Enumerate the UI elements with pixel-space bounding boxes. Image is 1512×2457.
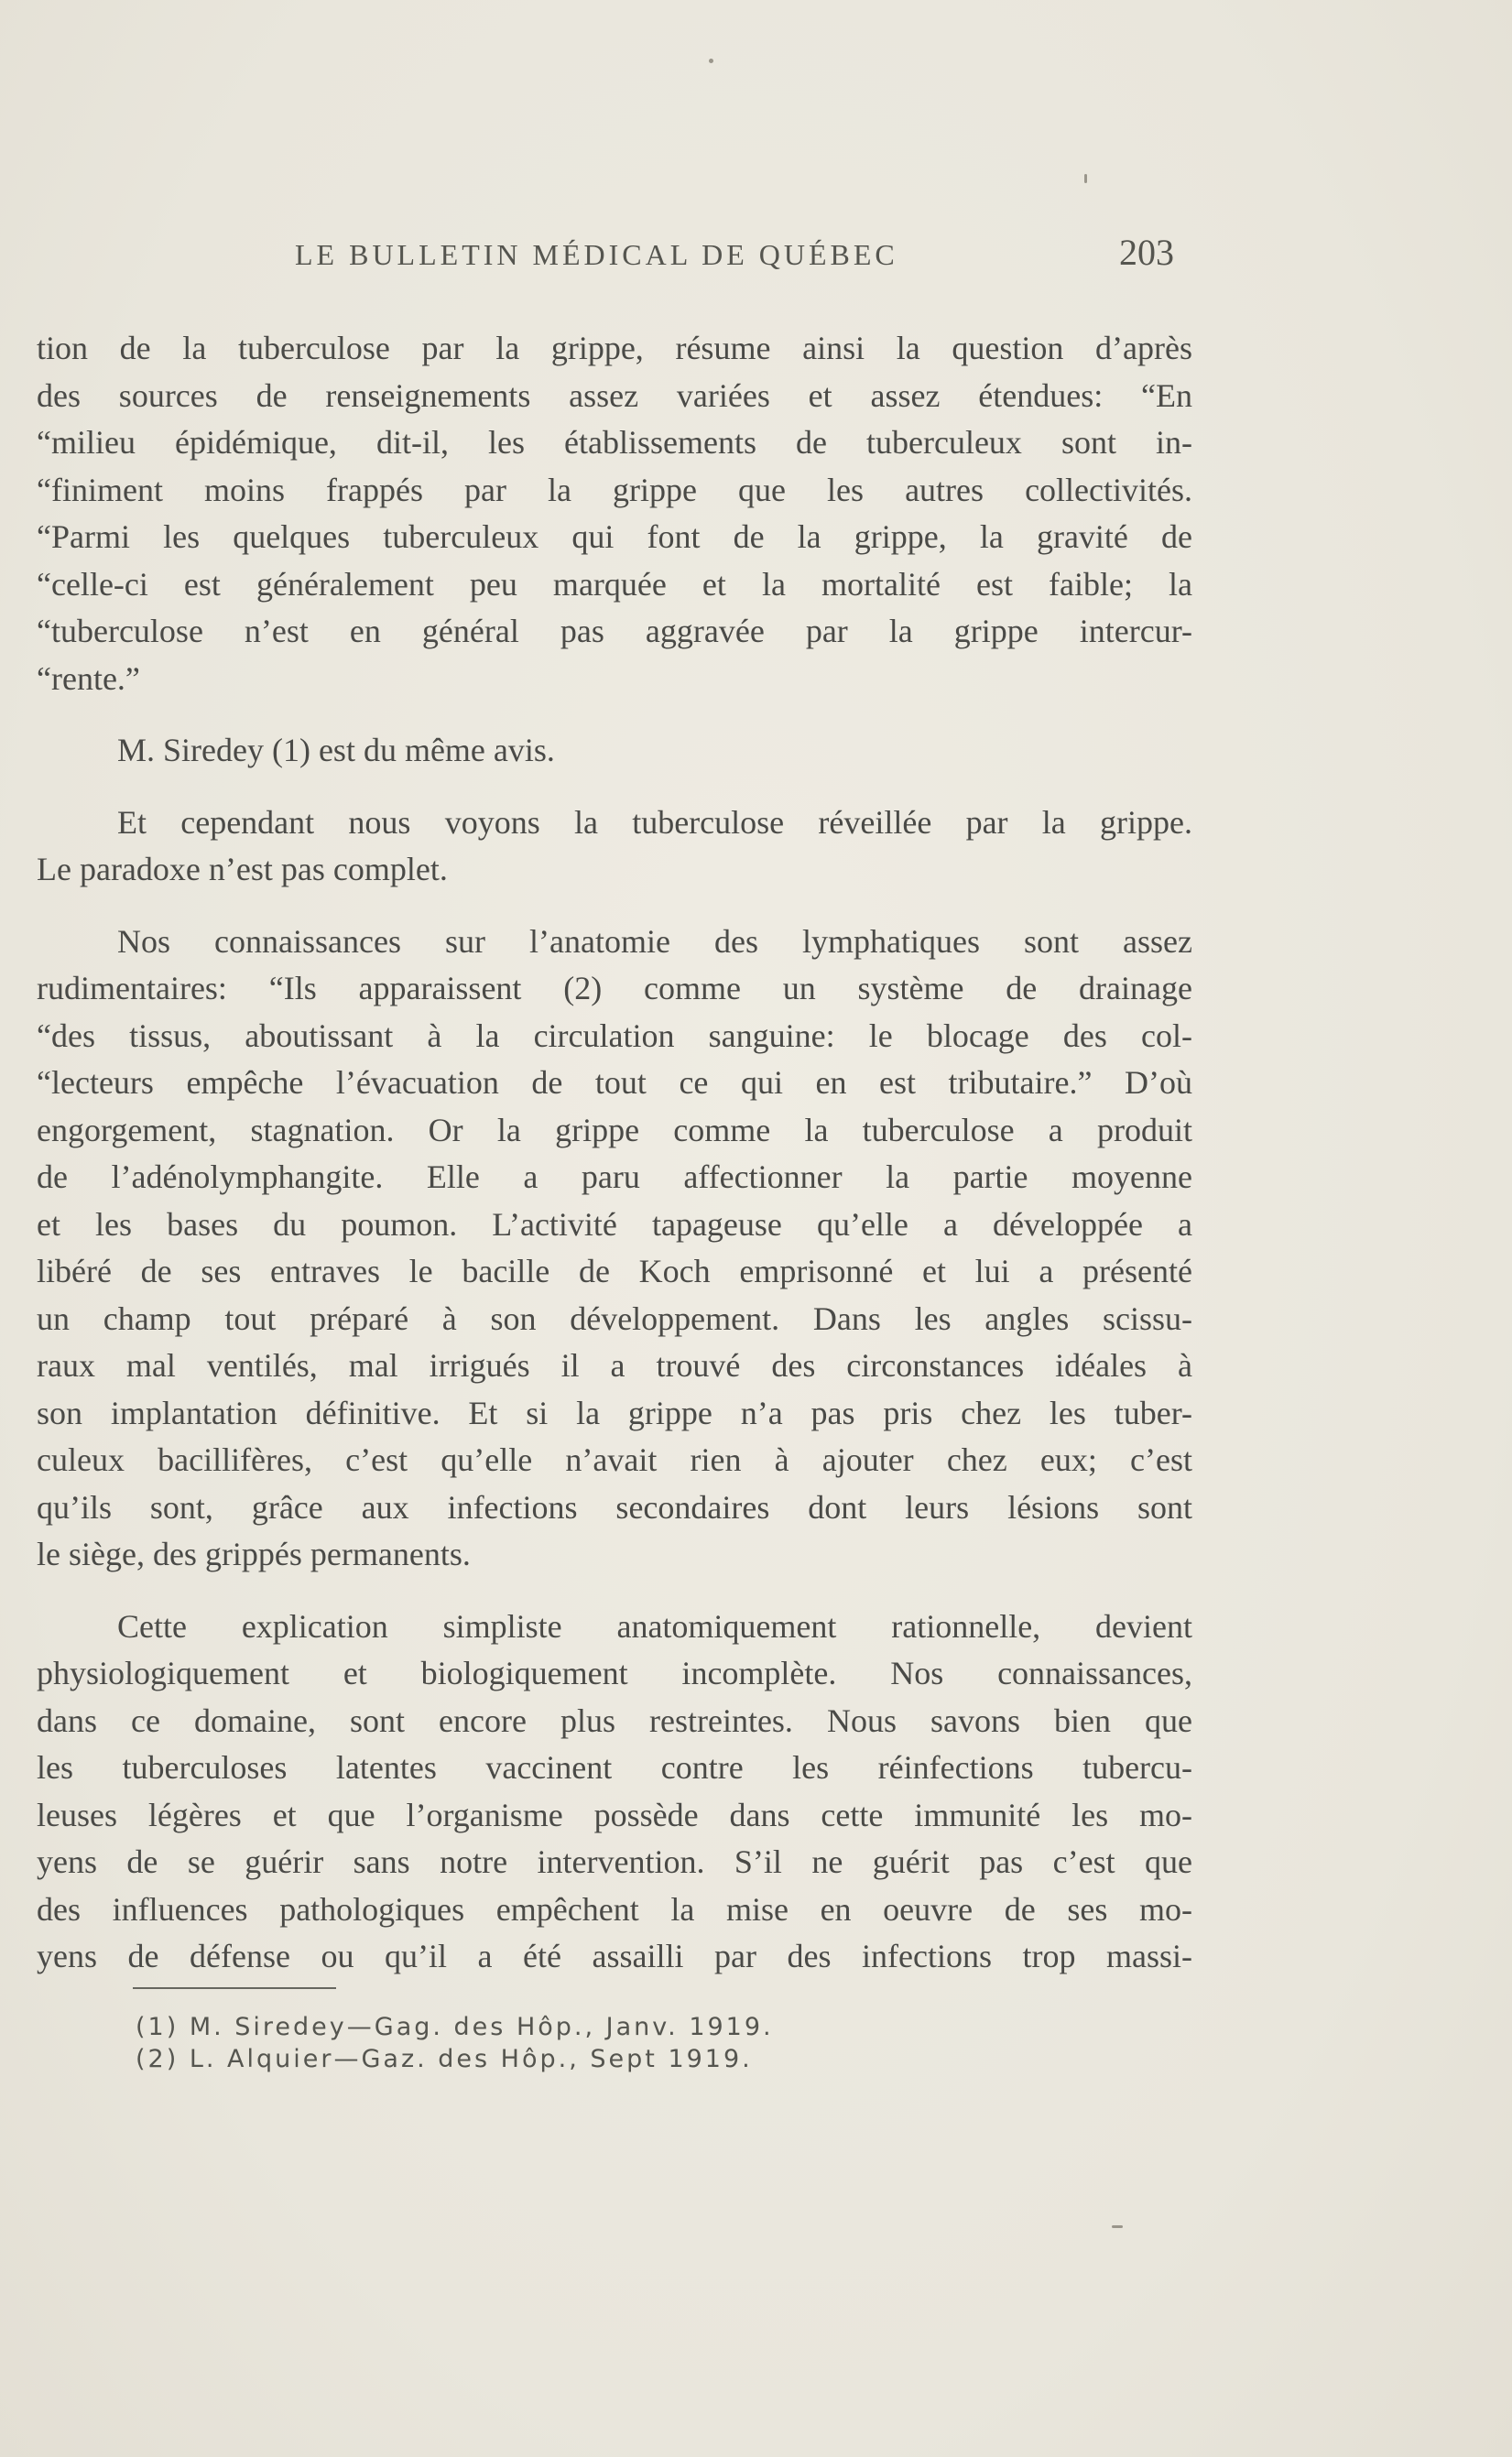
paragraph xyxy=(37,1604,1192,1981)
text-line: yens de se guérir sans notre intervention. S’il ne guérit pas c’est que xyxy=(37,1843,1192,1880)
text-line: “lecteurs empêche l’évacuation de tout ce qui en est tributaire.” D’où xyxy=(37,1064,1192,1101)
scan-speck xyxy=(1084,174,1087,183)
paragraph xyxy=(37,325,1192,702)
text-line: leuses légères et que l’organisme possède dans cette immunité les mo- xyxy=(37,1796,1192,1833)
paragraph xyxy=(37,727,1192,775)
text-line: physiologiquement et biologiquement incomplète. Nos connaissances, xyxy=(37,1655,1192,1691)
footnote: (1) M. Siredey—Gag. des Hôp., Janv. 1919. xyxy=(136,2013,774,2041)
scan-speck xyxy=(1112,2225,1123,2228)
text-line: yens de défense ou qu’il a été assailli par des infections trop massi- xyxy=(37,1938,1192,1974)
footnote-rule xyxy=(133,1987,336,1989)
paragraph xyxy=(37,919,1192,1579)
running-title: LE BULLETIN MÉDICAL DE QUÉBEC xyxy=(295,238,898,271)
text-line: Le paradoxe n’est pas complet. xyxy=(37,851,448,887)
page-number: 203 xyxy=(1119,232,1174,273)
text-line: le siège, des grippés permanents. xyxy=(37,1536,471,1572)
text-line: Cette explication simpliste anatomiquement rationnelle, devient xyxy=(117,1607,1192,1645)
text-line: engorgement, stagnation. Or la grippe comme la tuberculose a produit xyxy=(37,1111,1192,1148)
text-line: tion de la tuberculose par la grippe, résume ainsi la question d’après xyxy=(37,330,1192,366)
text-line: “tuberculose n’est en général pas aggravée par la grippe intercur- xyxy=(37,613,1192,649)
text-line: Et cependant nous voyons la tuberculose réveillée par la grippe. xyxy=(117,803,1192,841)
footnotes xyxy=(136,2011,774,2075)
text-line: un champ tout préparé à son développement. Dans les angles scissu- xyxy=(37,1299,1192,1337)
text-line: libéré de ses entraves le bacille de Koch emprisonné et lui a présenté xyxy=(37,1253,1192,1289)
text-line: des sources de renseignements assez variées et assez étendues: “En xyxy=(37,376,1192,414)
text-line: raux mal ventilés, mal irrigués il a trouvé des circonstances idéales à xyxy=(37,1347,1192,1384)
text-line: “celle-ci est généralement peu marquée et la mortalité est faible; la xyxy=(37,565,1192,603)
paragraph-gap xyxy=(37,1579,1192,1604)
text-line: rudimentaires: “Ils apparaissent (2) comme un système de drainage xyxy=(37,970,1192,1006)
text-line: son implantation définitive. Et si la grippe n’a pas pris chez les tuber- xyxy=(37,1394,1192,1431)
text-line: culeux bacillifères, c’est qu’elle n’avait rien à ajouter chez eux; c’est xyxy=(37,1441,1192,1478)
paragraph xyxy=(37,799,1192,894)
paragraph-gap xyxy=(37,775,1192,799)
footnote: (2) L. Alquier—Gaz. des Hôp., Sept 1919. xyxy=(136,2045,753,2073)
body-text xyxy=(37,325,1192,1981)
paragraph-gap xyxy=(37,702,1192,727)
text-line: des influences pathologiques empêchent la mise en oeuvre de ses mo- xyxy=(37,1890,1192,1928)
page-header xyxy=(0,231,1512,277)
text-line: M. Siredey (1) est du même avis. xyxy=(117,732,555,768)
text-line: de l’adénolymphangite. Elle a paru affectionner la partie moyenne xyxy=(37,1158,1192,1195)
text-line: et les bases du poumon. L’activité tapageuse qu’elle a développée a xyxy=(37,1205,1192,1243)
text-line: “Parmi les quelques tuberculeux qui font de la grippe, la gravité de xyxy=(37,518,1192,555)
text-line: “finiment moins frappés par la grippe que les autres collectivités. xyxy=(37,471,1192,508)
scan-speck xyxy=(709,59,713,63)
text-line: les tuberculoses latentes vaccinent contre les réinfections tubercu- xyxy=(37,1749,1192,1786)
text-line: “milieu épidémique, dit-il, les établissements de tuberculeux sont in- xyxy=(37,424,1192,461)
text-line: qu’ils sont, grâce aux infections secondaires dont leurs lésions sont xyxy=(37,1488,1192,1526)
text-line: dans ce domaine, sont encore plus restreintes. Nous savons bien que xyxy=(37,1701,1192,1739)
text-line: “rente.” xyxy=(37,659,140,697)
text-line: “des tissus, aboutissant à la circulation sanguine: le blocage des col- xyxy=(37,1017,1192,1054)
paragraph-gap xyxy=(37,894,1192,919)
text-line: Nos connaissances sur l’anatomie des lymphatiques sont assez xyxy=(117,922,1192,960)
